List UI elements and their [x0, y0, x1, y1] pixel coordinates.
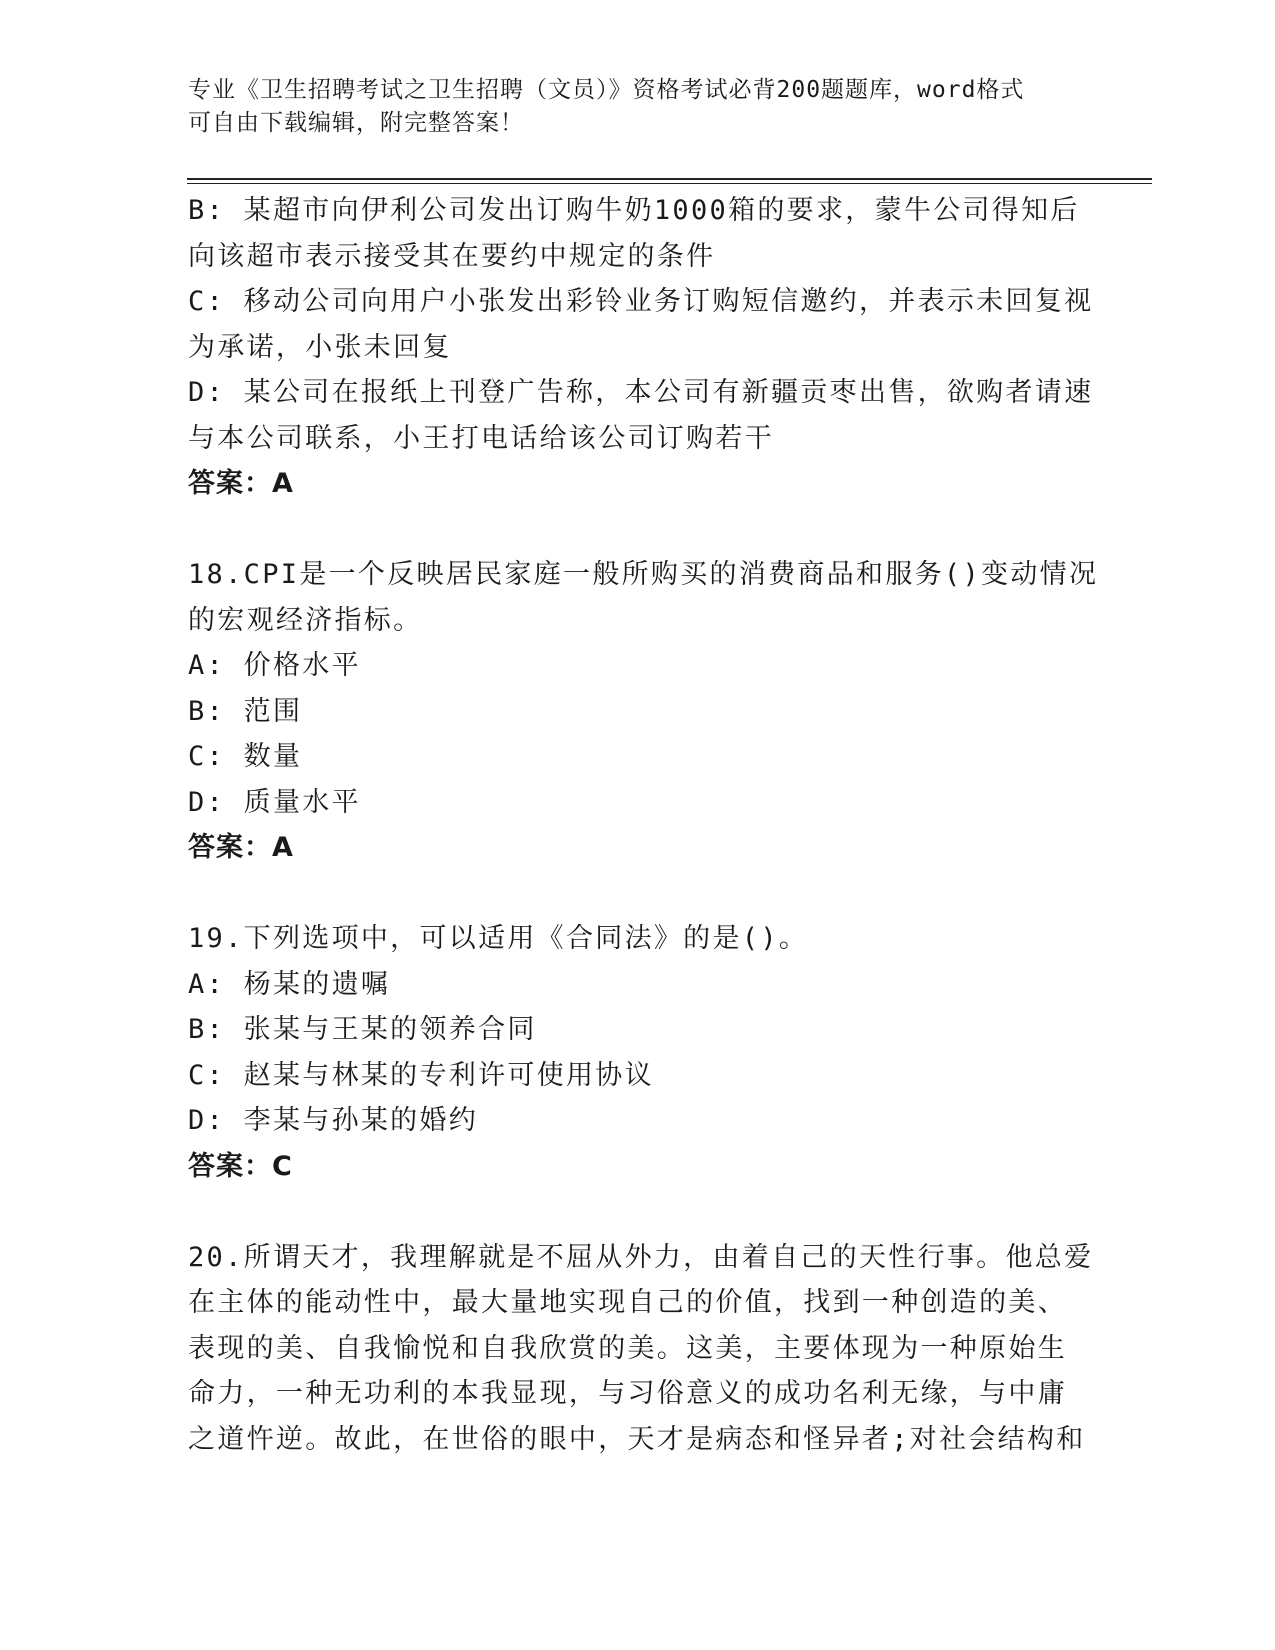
answer-label: 答案：A [188, 832, 294, 863]
option-d-line-1: D: 某公司在报纸上刊登广告称，本公司有新疆贡枣出售，欲购者请速 [188, 377, 1094, 408]
option-b: B: 范围 [188, 695, 303, 727]
question-stem-line-1: 20.所谓天才，我理解就是不屈从外力，由着自己的天性行事。他总爱 [188, 1241, 1094, 1273]
option-c: C: 赵某与林某的专利许可使用协议 [188, 1059, 654, 1091]
option-b: B: 张某与王某的领养合同 [188, 1014, 537, 1045]
header-divider-thick [187, 178, 1152, 180]
question-stem-line-4: 命力，一种无功利的本我显现，与习俗意义的成功名利无缘，与中庸 [188, 1378, 1067, 1409]
answer-label: 答案：A [188, 468, 294, 499]
question-stem: 19.下列选项中，可以适用《合同法》的是()。 [188, 923, 809, 954]
spacer [188, 507, 1088, 553]
question-20 [188, 1235, 1094, 1463]
option-c-line-1: C: 移动公司向用户小张发出彩铃业务订购短信邀约，并表示未回复视 [188, 286, 1094, 317]
option-a: A: 杨某的遗嘱 [188, 968, 391, 1000]
question-18 [188, 552, 1099, 871]
option-d: D: 李某与孙某的婚约 [188, 1105, 479, 1136]
question-stem-line-3: 表现的美、自我愉悦和自我欣赏的美。这美，主要体现为一种原始生 [188, 1332, 1067, 1364]
question-17-continued [188, 188, 1094, 507]
header-title-line-1: 专业《卫生招聘考试之卫生招聘（文员）》资格考试必背200题题库，word格式 [188, 77, 1025, 103]
option-b-line-1: B: 某超市向伊利公司发出订购牛奶1000箱的要求，蒙牛公司得知后 [188, 195, 1080, 226]
question-stem-line-1: 18.CPI是一个反映居民家庭一般所购买的消费商品和服务()变动情况 [188, 559, 1099, 590]
option-d: D: 质量水平 [188, 786, 361, 818]
option-b-line-2: 向该超市表示接受其在要约中规定的条件 [188, 240, 716, 272]
question-stem-line-2: 在主体的能动性中，最大量地实现自己的价值，找到一种创造的美、 [188, 1287, 1067, 1318]
option-d-line-2: 与本公司联系，小王打电话给该公司订购若干 [188, 422, 774, 454]
document-body [188, 188, 1099, 1462]
page-header [188, 74, 1088, 140]
question-stem-line-2: 的宏观经济指标。 [188, 604, 423, 636]
spacer [188, 1189, 1088, 1235]
header-divider-thin [187, 183, 1152, 184]
header-title-line-2: 可自由下载编辑，附完整答案！ [188, 110, 524, 136]
spacer [188, 871, 1088, 917]
option-c: C: 数量 [188, 741, 303, 772]
question-stem-line-5: 之道忤逆。故此，在世俗的眼中，天才是病态和怪异者;对社会结构和 [188, 1423, 1086, 1455]
answer-label: 答案：C [188, 1150, 293, 1182]
option-c-line-2: 为承诺，小张未回复 [188, 331, 452, 363]
question-19 [188, 916, 1088, 1189]
option-a: A: 价格水平 [188, 650, 361, 681]
